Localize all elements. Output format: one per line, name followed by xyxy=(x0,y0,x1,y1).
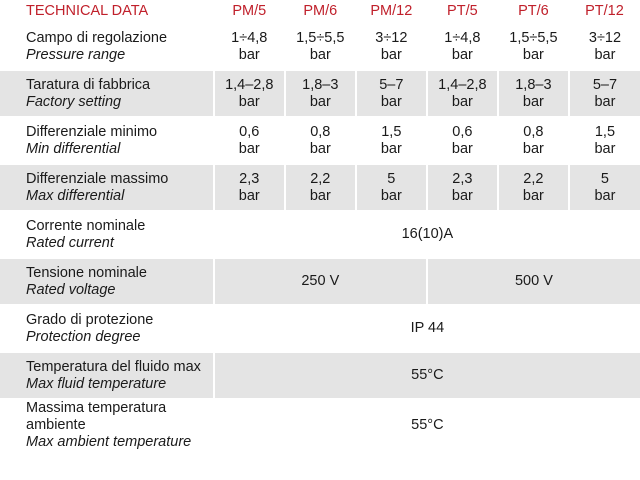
value-cell-pt: 500 V xyxy=(427,258,640,305)
value-cell xyxy=(214,70,285,117)
unit-text: bar xyxy=(594,140,616,157)
value-text: 5 xyxy=(600,170,609,187)
unit-text: bar xyxy=(380,46,402,63)
value-text: 1,8–3 xyxy=(515,76,552,93)
value-text: 1,8–3 xyxy=(302,76,339,93)
row-label xyxy=(0,305,214,352)
header-row xyxy=(0,0,640,23)
unit-text: bar xyxy=(451,140,473,157)
value-text: 5–7 xyxy=(592,76,618,93)
value-cell xyxy=(498,117,569,164)
unit-text: bar xyxy=(238,187,260,204)
value-cell xyxy=(569,117,640,164)
value-text: 2,3 xyxy=(239,170,260,187)
value-cell xyxy=(498,70,569,117)
value-cell xyxy=(214,23,285,70)
row-label xyxy=(0,258,214,305)
model-header-pm12: PM/12 xyxy=(356,0,427,23)
unit-text: bar xyxy=(522,187,544,204)
value-cell xyxy=(498,23,569,70)
row-max-fluid-temperature xyxy=(0,352,640,399)
unit-text: bar xyxy=(594,93,616,110)
value-text: 0,8 xyxy=(523,123,544,140)
label-english: Rated voltage xyxy=(26,281,116,298)
value-text: 3÷12 xyxy=(588,29,622,46)
value-cell xyxy=(285,164,356,211)
value-cell xyxy=(569,23,640,70)
model-header-pt5: PT/5 xyxy=(427,0,498,23)
model-header-pm5: PM/5 xyxy=(214,0,285,23)
value-cell-spanning: 55°C xyxy=(214,399,640,451)
value-text: 1,5÷5,5 xyxy=(296,29,345,46)
value-cell xyxy=(214,117,285,164)
value-cell-spanning: 16(10)A xyxy=(214,211,640,258)
unit-text: bar xyxy=(309,46,331,63)
value-cell xyxy=(356,23,427,70)
value-cell-spanning: IP 44 xyxy=(214,305,640,352)
unit-text: bar xyxy=(238,140,260,157)
value-cell xyxy=(498,164,569,211)
unit-text: bar xyxy=(380,93,402,110)
unit-text: bar xyxy=(380,187,402,204)
label-italian: Differenziale minimo xyxy=(26,123,158,140)
row-pressure-range xyxy=(0,23,640,70)
value-text: 3÷12 xyxy=(375,29,408,46)
row-rated-voltage xyxy=(0,258,640,305)
label-italian: Massima temperatura xyxy=(26,400,167,416)
value-cell xyxy=(285,23,356,70)
row-label xyxy=(0,117,214,164)
unit-text: bar xyxy=(380,140,402,157)
row-label xyxy=(0,70,214,117)
value-cell xyxy=(569,164,640,211)
label-english: Max fluid temperature xyxy=(26,375,167,392)
value-text: 2,2 xyxy=(523,170,544,187)
value-cell xyxy=(285,70,356,117)
model-header-pt12: PT/12 xyxy=(569,0,640,23)
label-italian: Taratura di fabbrica xyxy=(26,76,151,93)
unit-text: bar xyxy=(522,93,544,110)
unit-text: bar xyxy=(594,46,616,63)
value-text: 0,8 xyxy=(310,123,331,140)
value-cell xyxy=(569,70,640,117)
label-english: Rated current xyxy=(26,234,114,251)
unit-text: bar xyxy=(522,46,544,63)
row-label xyxy=(0,164,214,211)
row-rated-current xyxy=(0,211,640,258)
unit-text: bar xyxy=(238,46,260,63)
value-cell xyxy=(214,164,285,211)
value-text: 5 xyxy=(387,170,396,187)
value-cell xyxy=(356,70,427,117)
unit-text: bar xyxy=(238,93,260,110)
value-cell xyxy=(427,70,498,117)
unit-text: bar xyxy=(451,93,473,110)
value-text: 1,4–2,8 xyxy=(225,76,274,93)
value-text: 2,3 xyxy=(452,170,473,187)
value-text: 1÷4,8 xyxy=(231,29,268,46)
value-text: 0,6 xyxy=(239,123,260,140)
label-italian: Temperatura del fluido max xyxy=(26,358,201,375)
label-italian: Corrente nominale xyxy=(26,217,146,234)
value-cell xyxy=(427,117,498,164)
label-italian: Grado di protezione xyxy=(26,311,154,328)
row-protection-degree xyxy=(0,305,640,352)
model-header-pt6: PT/6 xyxy=(498,0,569,23)
label-english: Protection degree xyxy=(26,328,141,345)
unit-text: bar xyxy=(522,140,544,157)
value-text: 1,5 xyxy=(594,123,616,140)
value-text: 1,5÷5,5 xyxy=(509,29,558,46)
label-english: Factory setting xyxy=(26,93,122,110)
value-cell xyxy=(356,164,427,211)
row-factory-setting xyxy=(0,70,640,117)
label-italian: Campo di regolazione xyxy=(26,29,168,46)
row-max-ambient-temperature xyxy=(0,399,640,451)
value-cell xyxy=(356,117,427,164)
row-label xyxy=(0,352,214,399)
value-text: 1,5 xyxy=(381,123,402,140)
value-cell xyxy=(427,164,498,211)
value-cell xyxy=(427,23,498,70)
model-header-pm6: PM/6 xyxy=(285,0,356,23)
value-cell-spanning: 55°C xyxy=(214,352,640,399)
label-english: Min differential xyxy=(26,140,121,157)
label-english: Pressure range xyxy=(26,46,126,63)
value-text: 0,6 xyxy=(452,123,473,140)
row-label xyxy=(0,211,214,258)
unit-text: bar xyxy=(309,187,331,204)
value-text: 2,2 xyxy=(310,170,331,187)
value-text: 1,4–2,8 xyxy=(438,76,487,93)
unit-text: bar xyxy=(309,93,331,110)
label-english: Max differential xyxy=(26,187,125,204)
label-italian: Differenziale massimo xyxy=(26,170,169,187)
row-label xyxy=(0,399,214,451)
unit-text: bar xyxy=(594,187,616,204)
label-italian: Tensione nominale xyxy=(26,264,147,281)
value-cell xyxy=(285,117,356,164)
table-title: TECHNICAL DATA xyxy=(0,0,214,23)
value-text: 1÷4,8 xyxy=(444,29,481,46)
row-min-differential xyxy=(0,117,640,164)
row-max-differential xyxy=(0,164,640,211)
label-italian-line2: ambiente xyxy=(26,417,86,433)
unit-text: bar xyxy=(309,140,331,157)
unit-text: bar xyxy=(451,46,473,63)
row-label xyxy=(0,23,214,70)
unit-text: bar xyxy=(451,187,473,204)
value-cell-pm: 250 V xyxy=(214,258,427,305)
value-text: 5–7 xyxy=(379,76,404,93)
label-english: Max ambient temperature xyxy=(26,434,192,450)
